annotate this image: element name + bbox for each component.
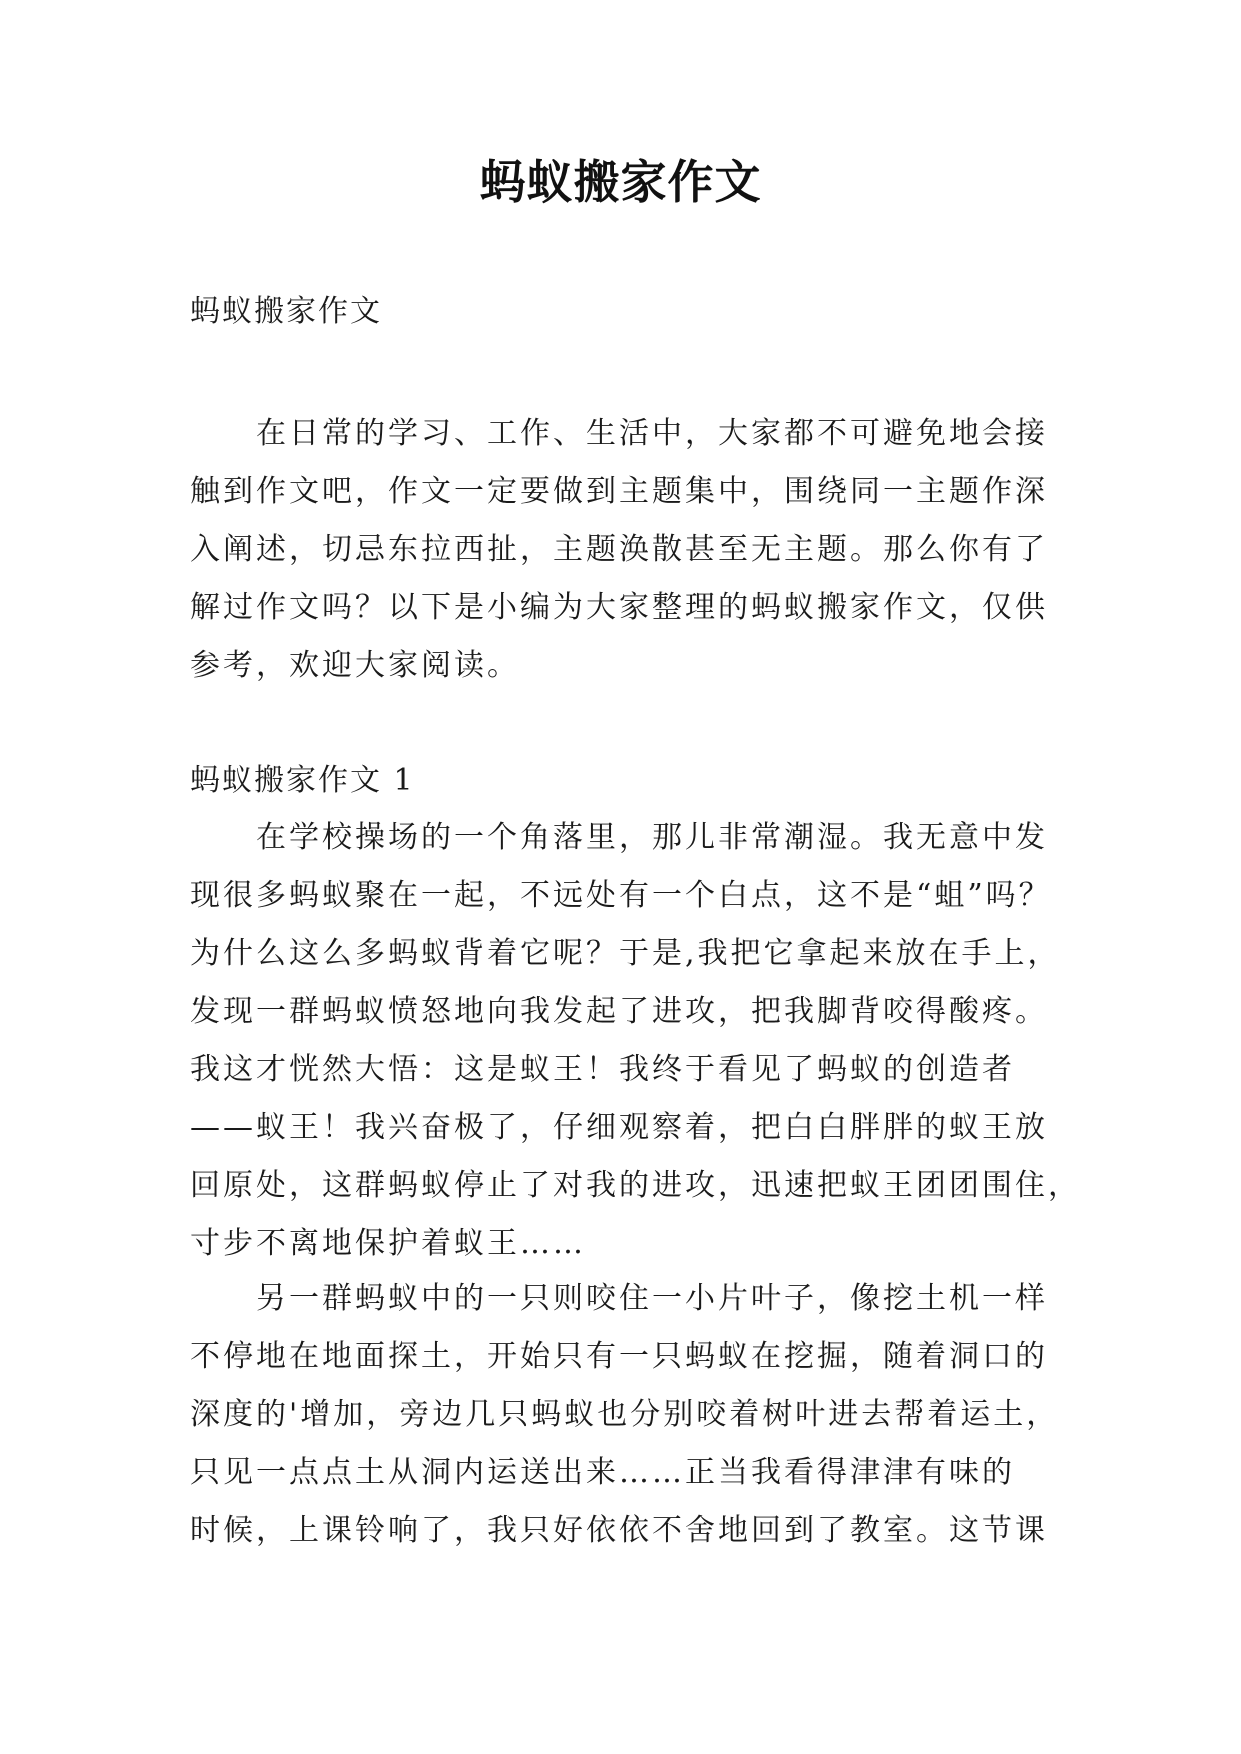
paragraph-line: 发现一群蚂蚁愤怒地向我发起了进攻，把我脚背咬得酸疼。 [190,994,1048,1029]
body-paragraph-1 [190,809,1081,1273]
section-heading: 蚂蚁搬家作文 1 [190,763,415,798]
paragraph-line: 回原处，这群蚂蚁停止了对我的进攻，迅速把蚁王团团围住， [190,1168,1081,1203]
paragraph-line: 深度的'增加，旁边几只蚂蚁也分别咬着树叶进去帮着运土， [190,1397,1060,1432]
paragraph-line: 时候，上课铃响了，我只好依依不舍地回到了教室。这节课 [190,1513,1048,1548]
paragraph-line: 寸步不离地保护着蚁王…… [190,1226,586,1261]
paragraph-line: 我这才恍然大悟：这是蚁王！我终于看见了蚂蚁的创造者 [190,1052,1015,1087]
intro-line: 在日常的学习、工作、生活中，大家都不可避免地会接 [256,416,1048,451]
intro-line: 解过作文吗？以下是小编为大家整理的蚂蚁搬家作文，仅供 [190,590,1048,625]
paragraph-line: 现很多蚂蚁聚在一起，不远处有一个白点，这不是“蛆”吗？ [190,878,1052,913]
paragraph-line: 在学校操场的一个角落里，那儿非常潮湿。我无意中发 [256,820,1048,855]
document-title: 蚂蚁搬家作文 [479,155,762,209]
paragraph-line: 只见一点点土从洞内运送出来……正当我看得津津有味的 [190,1455,1015,1490]
paragraph-line: 另一群蚂蚁中的一只则咬住一小片叶子，像挖土机一样 [256,1281,1048,1316]
paragraph-line: 不停地在地面探土，开始只有一只蚂蚁在挖掘，随着洞口的 [190,1339,1048,1374]
body-paragraph-2 [190,1270,1070,1560]
intro-paragraph [190,405,1070,695]
paragraph-line: ——蚁王！我兴奋极了，仔细观察着，把白白胖胖的蚁王放 [190,1110,1048,1145]
intro-line: 入阐述，切忌东拉西扯，主题涣散甚至无主题。那么你有了 [190,532,1048,567]
document-subtitle: 蚂蚁搬家作文 [190,294,382,329]
intro-line: 触到作文吧，作文一定要做到主题集中，围绕同一主题作深 [190,474,1048,509]
paragraph-line: 为什么这么多蚂蚁背着它呢？于是,我把它拿起来放在手上， [190,936,1061,971]
intro-line: 参考，欢迎大家阅读。 [190,648,520,683]
